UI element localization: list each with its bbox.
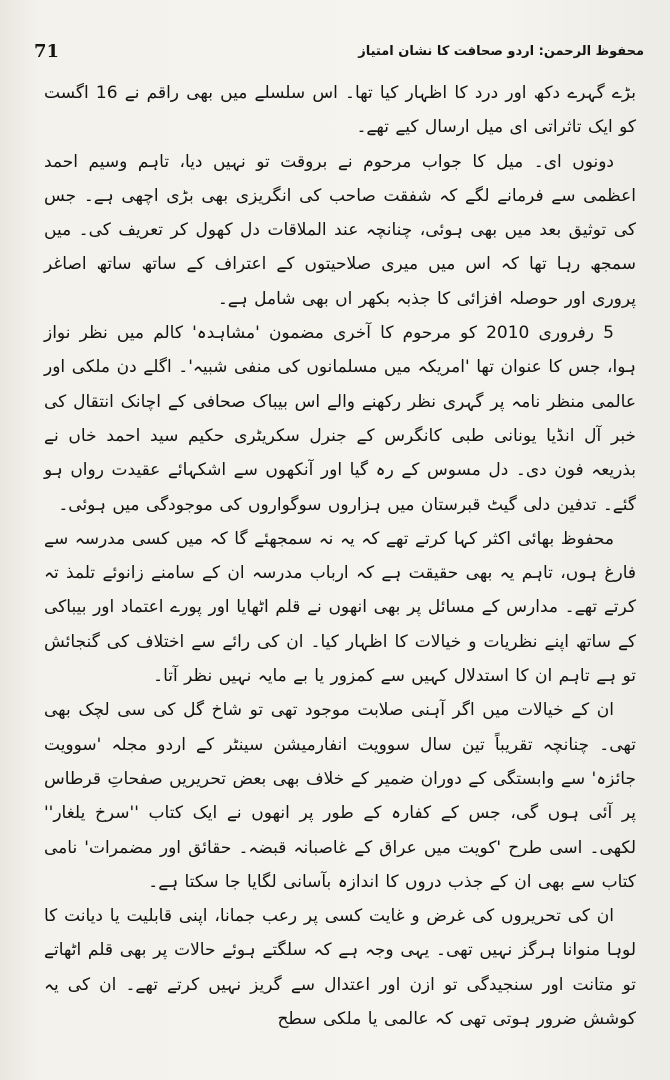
paragraph-5: ان کے خیالات میں اگر آہنی صلابت موجود تھی تو شاخ گل کی سی لچک بھی تھی۔ چنانچہ تقریباً تین سال سوویت انفارمیشن سینٹر کے اردو مجلہ 'سوویت جائزہ' سے وابستگی کے دوران ضمیر کے خلاف بھی بعض تحریریں صفحاتِ قرطاس پر آئی ہوں گی، جس کے کفارہ کے طور پر انھوں نے ایک کتاب ''سرخ یلغار'' لکھی۔ اسی طرح 'کویت میں عراق کے غاصبانہ قبضہ۔ حقائق اور مضمرات' نامی کتاب سے بھی ان کے جذب دروں کا اندازہ بآسانی لگایا جا سکتا ہے۔ bbox=[44, 700, 636, 892]
page-number: 71 bbox=[34, 40, 60, 62]
paragraph-6: ان کی تحریروں کی غرض و غایت کسی پر رعب جمانا، اپنی قابلیت یا دیانت کا لوہا منوانا ہرگز نہیں تھی۔ یہی وجہ ہے کہ سلگتے ہوئے حالات پر بھی قلم اٹھاتے تو متانت اور سنجیدگی تو ازن اور اعتدال سے گریز نہیں کرتے تھے۔ ان کی یہ کوشش ضرور ہوتی تھی کہ عالمی یا ملکی سطح bbox=[44, 906, 636, 1030]
paragraph-1: بڑے گہرے دکھ اور درد کا اظہار کیا تھا۔ اس سلسلے میں بھی راقم نے 16 اگست کو ایک تاثراتی ای میل ارسال کیے تھے۔ bbox=[44, 83, 636, 138]
paragraph-4: محفوظ بھائی اکثر کہا کرتے تھے کہ یہ نہ سمجھئے گا کہ میں کسی مدرسہ سے فارغ ہوں، تاہم یہ بھی حقیقت ہے کہ ارباب مدرسہ ان کے سامنے زانوئے تلمذ تہ کرتے تھے۔ مدارس کے مسائل پر بھی انھوں نے قلم اٹھایا اور پورے اعتماد اور بیباکی کے ساتھ اپنے نظریات و خیالات کا اظہار کیا۔ ان کی رائے سے اختلاف کی گنجائش تو ہے تاہم ان کا استدلال کہیں سے کمزور یا بے مایہ نہیں نظر آتا۔ bbox=[44, 528, 636, 687]
paragraph-3: 5 رفروری 2010 کو مرحوم کا آخری مضمون 'مشاہدہ' کالم میں نظر نواز ہوا، جس کا عنوان تھا 'امریکہ میں مسلمانوں کی منفی شبیہ'۔ اگلے دن ملکی اور عالمی منظر نامہ پر گہری نظر رکھنے والے اس بیباک صحافی کے اچانک انتقال کی خبر آل انڈیا یونانی طبی کانگرس کے جنرل سکریٹری حکیم سید احمد خاں نے بذریعہ فون دی۔ دل مسوس کے رہ گیا اور آنکھوں سے اشکہائے عقیدت رواں ہو گئے۔ تدفین دلی گیٹ قبرستان میں ہزاروں سوگواروں کی موجودگی میں ہوئی۔ bbox=[44, 323, 636, 515]
paragraph-2: دونوں ای۔ میل کا جواب مرحوم نے بروقت تو نہیں دیا، تاہم وسیم احمد اعظمی سے فرمانے لگے کہ شفقت صاحب کی انگریزی بھی بڑی اچھی ہے۔ جس کی توثیق بعد میں بھی ہوئی، چنانچہ عند الملاقات دل کھول کر تعریف کی۔ میں سمجھ رہا تھا کہ اس میں میری صلاحیتوں کے اعتراف کے ساتھ ساتھ اصاغر پروری اور حوصلہ افزائی کا جذبہ بکھر اں بھی شامل ہے۔ bbox=[44, 151, 636, 309]
running-head: محفوظ الرحمن: اردو صحافت کا نشان امتیاز bbox=[358, 43, 644, 59]
page-header bbox=[34, 34, 644, 68]
body-text bbox=[44, 76, 636, 1036]
